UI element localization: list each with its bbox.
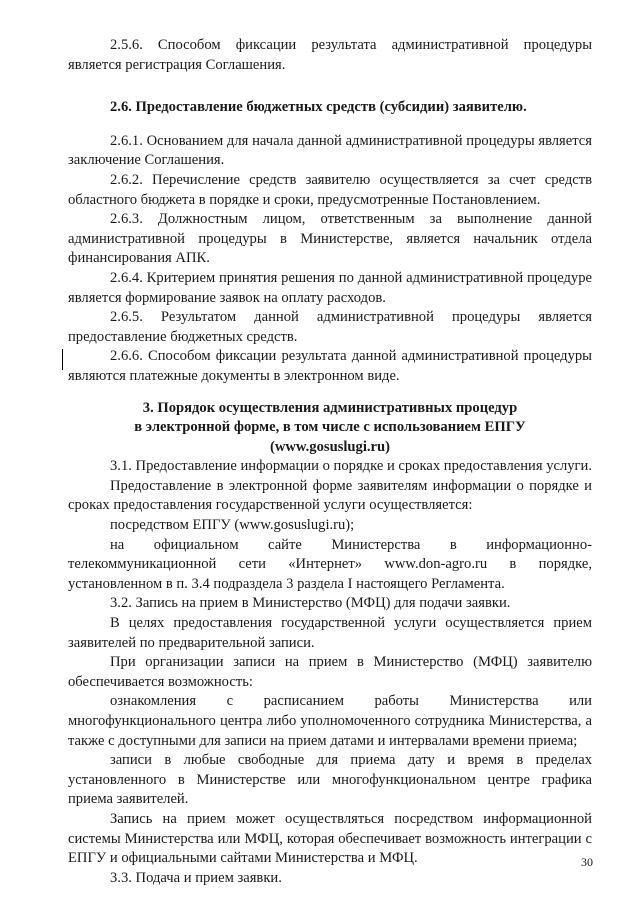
section-3-heading-line1: 3. Порядок осуществления административных процедур	[142, 399, 518, 416]
section-3-heading-line2: в электронной форме, в том числе с использованием ЕПГУ	[134, 419, 526, 436]
paragraph-info-electronic: Предоставление в электронной форме заявителям информации о порядке и сроках предоставления государственной услуги осуществляется:	[68, 477, 592, 514]
paragraph-2-6-4: 2.6.4. Критерием принятия решения по данной административной процедуре является формирование заявок на оплату расходов.	[68, 269, 592, 306]
paragraph-info-system: Запись на прием может осуществляться посредством информационной системы Министерства или МФЦ, которая обеспечивает возможность интеграции с ЕПГУ и официальными сайтами Министерства и МФЦ.	[68, 810, 592, 867]
paragraph-3-2: 3.2. Запись на прием в Министерство (МФЦ) для подачи заявки.	[110, 595, 511, 612]
paragraph-record-organization: При организации записи на прием в Министерство (МФЦ) заявителю обеспечивается возможность:	[68, 654, 592, 690]
paragraph-official-site: на официальном сайте Министерства в информационно-телекоммуникационной сети «Интернет» www.don-agro.ru в порядке, установленном в п. 3.4 подраздела 3 раздела I настоящего Регламента.	[68, 536, 592, 592]
heading-2-6: 2.6. Предоставление бюджетных средств (субсидии) заявителю.	[110, 99, 527, 116]
paragraph-2-6-3: 2.6.3. Должностным лицом, ответственным за выполнение данной административной процедуры в Министерстве, является начальник отдела финансирования АПК.	[68, 211, 592, 267]
paragraph-3-1: 3.1. Предоставление информации о порядке и сроках предоставления услуги.	[110, 458, 592, 475]
page-number: 30	[581, 855, 593, 869]
paragraph-epgu: посредством ЕПГУ (www.gosuslugi.ru);	[110, 517, 355, 534]
paragraph-preliminary-record: В целях предоставления государственной услуги осуществляется прием заявителей по предварительной записи.	[68, 615, 592, 651]
paragraph-2-6-2: 2.6.2. Перечисление средств заявителю осуществляется за счет средств областного бюджета в порядке и сроки, предусмотренные Постановлением.	[68, 171, 592, 208]
paragraph-2-5-6: 2.5.6. Способом фиксации результата административной процедуры является регистрация Соглашения.	[68, 37, 592, 73]
section-3-heading-line3: (www.gosuslugi.ru)	[269, 438, 390, 455]
paragraph-free-slots: записи в любые свободные для приема дату и время в пределах установленного в Министерстве или многофункциональном центре графика приема заявителей.	[68, 752, 592, 808]
paragraph-2-6-1: 2.6.1. Основанием для начала данной административной процедуры является заключение Соглашения.	[68, 132, 592, 169]
section-3-heading	[68, 399, 592, 458]
paragraph-3-3: 3.3. Подача и прием заявки.	[110, 869, 282, 886]
paragraph-schedule: ознакомления с расписанием работы Министерства или многофункционального центра либо уполномоченного сотрудника Министерства, а также с доступными для записи на прием датами и интервалами времени приема;	[68, 693, 592, 749]
paragraph-2-6-5: 2.6.5. Результатом данной административной процедуры является предоставление бюджетных средств.	[68, 309, 592, 345]
paragraph-2-6-6: 2.6.6. Способом фиксации результата данной административной процедуры являются платежные документы в электронном виде.	[68, 348, 592, 384]
margin-change-bar	[62, 349, 63, 370]
document-page	[68, 36, 592, 888]
